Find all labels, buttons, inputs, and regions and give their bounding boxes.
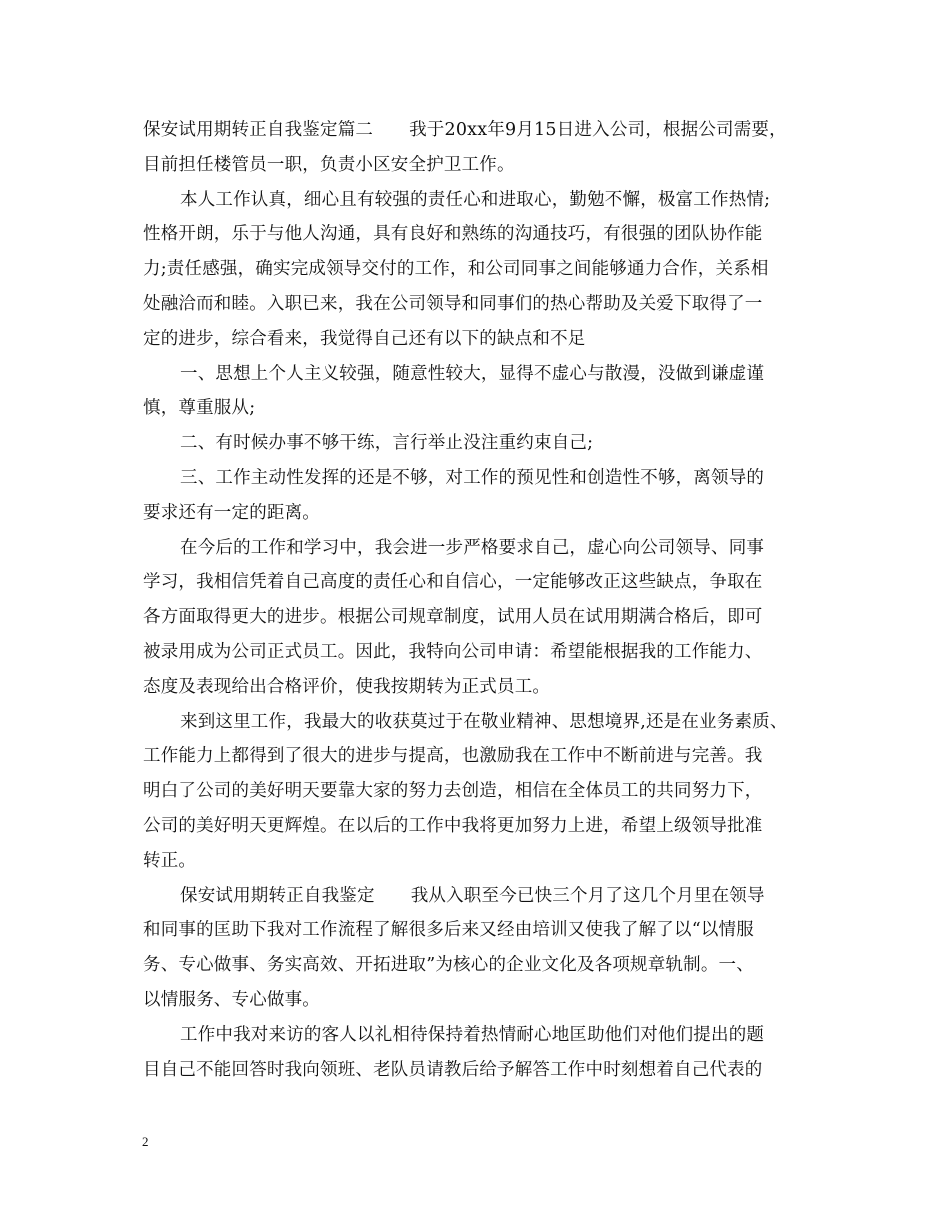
text-line: 处融洽而和睦。入职已来，我在公司领导和同事们的热心帮助及关爱下取得了一 (143, 293, 763, 314)
section-title: 保安试用期转正自我鉴定篇二 (143, 120, 374, 140)
text-line: 明白了公司的美好明天要靠大家的努力去创造，相信在全体员工的共同努力下， (143, 781, 763, 802)
text-line: 各方面取得更大的进步。根据公司规章制度，试用人员在试用期满合格后，即可 (143, 607, 763, 628)
text-line: 转正。 (143, 850, 197, 871)
text-line: 学习，我相信凭着自己高度的责任心和自信心，一定能够改正这些缺点，争取在 (143, 572, 763, 593)
text-line: 本人工作认真，细心且有较强的责任心和进取心，勤勉不懈，极富工作热情; (180, 189, 771, 210)
text-line: 目自己不能回答时我向领班、老队员请教后给予解答工作中时刻想着自己代表的 (143, 1059, 763, 1080)
text-line: 一、思想上个人主义较强，随意性较大，显得不虚心与散漫，没做到谦虚谨 (180, 363, 765, 384)
text-line: 来到这里工作，我最大的收获莫过于在敬业精神、思想境界,还是在业务素质、 (180, 711, 788, 732)
text-line: 力;责任感强，确实完成领导交付的工作，和公司同事之间能够通力合作，关系相 (143, 259, 769, 280)
text-line: 公司的美好明天更辉煌。在以后的工作中我将更加努力上进，希望上级领导批准 (143, 815, 763, 836)
text-line: 性格开朗，乐于与他人沟通，具有良好和熟练的沟通技巧，有很强的团队协作能 (143, 224, 763, 245)
section-title: 保安试用期转正自我鉴定 (180, 885, 375, 906)
text-line: 在今后的工作和学习中，我会进一步严格要求自己，虚心向公司领导、同事 (180, 537, 765, 558)
text-line: 工作中我对来访的客人以礼相待保持着热情耐心地匡助他们对他们提出的题 (180, 1024, 765, 1045)
text-line: 二、有时候办事不够干练，言行举止没注重约束自己; (180, 433, 594, 454)
text-line: 定的进步，综合看来，我觉得自己还有以下的缺点和不足 (143, 328, 586, 349)
text-line: 工作能力上都得到了很大的进步与提高，也激励我在工作中不断前进与完善。我 (143, 746, 763, 767)
paragraph-text: 我于20xx年9月15日进入公司，根据公司需要， (409, 120, 787, 140)
text-line: 态度及表现给出合格评价，使我按期转为正式员工。 (143, 676, 551, 697)
text-line: 以情服务、专心做事。 (143, 989, 320, 1010)
text-line: 目前担任楼管员一职，负责小区安全护卫工作。 (143, 154, 515, 175)
text-line: 要求还有一定的距离。 (143, 502, 320, 523)
paragraph-text: 我从入职至今已快三个月了这几个月里在领导 (410, 885, 765, 906)
text-line: 务、专心做事、务实高效、开拓进取”为核心的企业文化及各项规章轨制。一、 (143, 955, 754, 976)
text-line: 和同事的匡助下我对工作流程了解很多后来又经由培训又使我了解了以“以情服 (143, 920, 754, 941)
page-number: 2 (142, 1134, 149, 1149)
document-body (143, 113, 815, 1087)
text-line: 慎，尊重服从; (143, 398, 256, 419)
text-line: 三、工作主动性发挥的还是不够，对工作的预见性和创造性不够，离领导的 (180, 467, 765, 488)
text-line-heading (143, 879, 815, 914)
text-line: 被录用成为公司正式员工。因此，我特向公司申请：希望能根据我的工作能力、 (143, 641, 763, 662)
text-line-heading (143, 113, 815, 148)
